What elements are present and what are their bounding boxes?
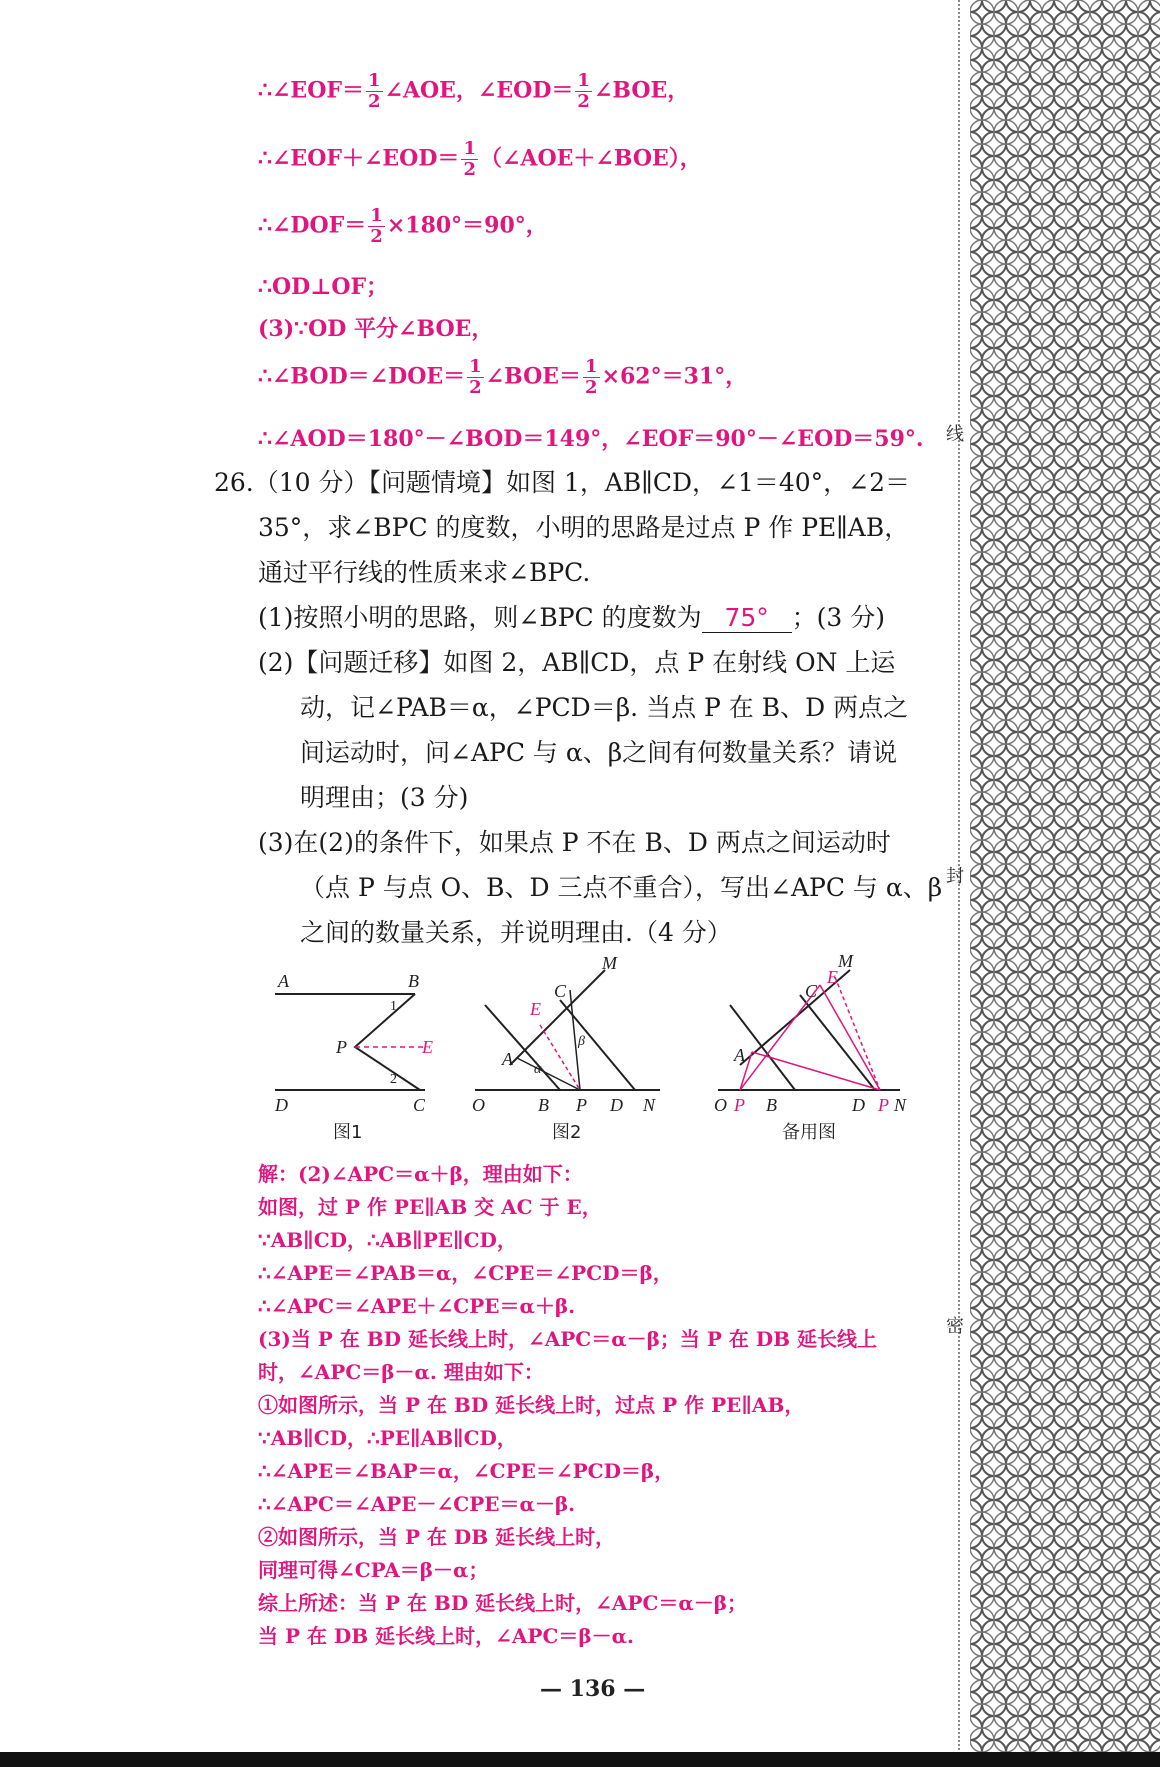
label-n: N: [643, 1095, 656, 1115]
label-a: A: [502, 1049, 513, 1069]
solution-line-7: 时，∠APC＝β－α. 理由如下：: [258, 1360, 544, 1384]
line-cd: [800, 995, 875, 1090]
question-part2-line-4: 明理由；(3 分): [300, 783, 469, 812]
label-m: M: [602, 955, 617, 973]
label-d: D: [610, 1095, 623, 1115]
label-c: C: [554, 981, 567, 1001]
label-o: O: [714, 1095, 727, 1115]
fraction: $\frac{1}{2}$: [370, 205, 383, 247]
line-pe: [835, 977, 880, 1090]
question-line-2: 35°，求∠BPC 的度数，小明的思路是过点 P 作 PE∥AB，: [258, 513, 910, 542]
figure-2-caption: 图2: [552, 1122, 582, 1143]
answer-blank: 75°: [702, 603, 792, 633]
answer-line-2: ∴∠EOF＋∠EOD＝ $\frac{1}{2}$ （∠AOE＋∠BOE），: [258, 138, 702, 180]
question-part3-line-3: 之间的数量关系，并说明理由.（4 分）: [300, 918, 732, 947]
line-ab: [485, 1005, 560, 1090]
fraction: $\frac{1}{2}$: [469, 356, 482, 398]
solution-line-3: ∵AB∥CD，∴AB∥PE∥CD，: [258, 1228, 517, 1252]
fraction: $\frac{1}{2}$: [367, 70, 381, 112]
label-b: B: [766, 1095, 777, 1115]
margin-char-feng: 封: [946, 866, 964, 887]
question-line-1: 26.（10 分）【问题情境】如图 1，AB∥CD，∠1＝40°，∠2＝: [214, 468, 911, 497]
figure-1: [274, 971, 433, 1115]
label-p: P: [336, 1037, 347, 1057]
question-part2-line-1: (2)【问题迁移】如图 2，AB∥CD，点 P 在射线 ON 上运: [258, 648, 896, 677]
page-number: — 136 —: [540, 1676, 646, 1702]
solution-line-8: ①如图所示，当 P 在 BD 延长线上时，过点 P 作 PE∥AB，: [258, 1393, 805, 1417]
label-angle-2: 2: [390, 1072, 397, 1087]
figure-1-caption: 图1: [333, 1122, 363, 1143]
question-part2-line-3: 间运动时，问∠APC 与 α、β之间有何数量关系？请说: [300, 738, 898, 767]
solution-line-5: ∴∠APC＝∠APE＋∠CPE＝α＋β.: [258, 1294, 576, 1318]
label-d: D: [852, 1095, 865, 1115]
answer-line-7: ∴∠AOD＝180°－∠BOD＝149°，∠EOF＝90°－∠EOD＝59°.: [258, 426, 924, 452]
margin-char-mi: 密: [946, 1316, 964, 1337]
label-angle-1: 1: [390, 999, 397, 1014]
label-b: B: [538, 1095, 549, 1115]
label-c: C: [805, 981, 818, 1001]
label-p1: P: [734, 1095, 745, 1115]
label-a: A: [278, 971, 289, 991]
solution-line-10: ∴∠APE＝∠BAP＝α，∠CPE＝∠PCD＝β，: [258, 1459, 675, 1483]
solution-line-1: 解：(2)∠APC＝α＋β，理由如下：: [258, 1162, 583, 1186]
solution-line-4: ∴∠APE＝∠PAB＝α，∠CPE＝∠PCD＝β，: [258, 1261, 673, 1285]
label-e: E: [530, 999, 541, 1019]
label-d: D: [275, 1095, 288, 1115]
answer-line-1: ∴∠EOF＝ $\frac{1}{2}$ ∠AOE，∠EOD＝ $\frac{1}{2}$ ∠BOE，: [258, 70, 690, 112]
solution-line-11: ∴∠APC＝∠APE－∠CPE＝α－β.: [258, 1492, 576, 1516]
fraction: $\frac{1}{2}$: [577, 70, 590, 112]
label-c: C: [413, 1095, 426, 1115]
label-p2: P: [878, 1095, 889, 1115]
figure-3: [714, 955, 907, 1115]
bottom-bar: [0, 1752, 1160, 1767]
question-part2-line-2: 动，记∠PAB＝α，∠PCD＝β. 当点 P 在 B、D 两点之: [300, 693, 909, 722]
solution-line-9: ∵AB∥CD，∴PE∥AB∥CD，: [258, 1426, 517, 1450]
solution-line-12: ②如图所示，当 P 在 DB 延长线上时，: [258, 1525, 616, 1549]
label-a: A: [734, 1045, 745, 1065]
line-bpc: [355, 994, 420, 1090]
label-o: O: [472, 1095, 485, 1115]
solution-line-13: 同理可得∠CPA＝β－α；: [258, 1558, 489, 1582]
decorative-pattern-sidebar: [970, 0, 1160, 1767]
figure-2: [472, 955, 660, 1115]
label-b: B: [408, 971, 419, 991]
fraction: $\frac{1}{2}$: [585, 356, 598, 398]
question-line-3: 通过平行线的性质来求∠BPC.: [258, 558, 591, 587]
label-n: N: [894, 1095, 907, 1115]
line-cd: [560, 1000, 635, 1090]
answer-line-3: ∴∠DOF＝ $\frac{1}{2}$ ×180°＝90°，: [258, 205, 548, 247]
label-alpha: α: [534, 1062, 542, 1077]
question-part3-line-2: （点 P 与点 O、B、D 三点不重合），写出∠APC 与 α、β: [300, 873, 943, 902]
label-e: E: [422, 1037, 433, 1057]
label-m: M: [838, 955, 853, 971]
label-e: E: [827, 967, 838, 987]
label-beta: β: [578, 1034, 585, 1049]
solution-line-14: 综上所述：当 P 在 BD 延长线上时，∠APC＝α－β；: [258, 1591, 748, 1615]
fraction: $\frac{1}{2}$: [463, 138, 476, 180]
question-part3-line-1: (3)在(2)的条件下，如果点 P 不在 B、D 两点之间运动时: [258, 828, 891, 857]
label-p: P: [576, 1095, 587, 1115]
question-part1: (1)按照小明的思路，则∠BPC 的度数为 75° ；(3 分): [258, 603, 886, 632]
margin-char-xian: 线: [946, 424, 964, 445]
figure-3-caption: 备用图: [782, 1122, 836, 1143]
solution-line-6: (3)当 P 在 BD 延长线上时，∠APC＝α－β；当 P 在 DB 延长线上: [258, 1327, 878, 1351]
answer-line-6: ∴∠BOD＝∠DOE＝ $\frac{1}{2}$ ∠BOE＝ $\frac{1}{2}$ ×62°＝31°，: [258, 356, 748, 398]
solution-line-15: 当 P 在 DB 延长线上时，∠APC＝β－α.: [258, 1624, 635, 1648]
answer-line-4: ∴OD⊥OF；: [258, 274, 389, 300]
solution-line-2: 如图，过 P 作 PE∥AB 交 AC 于 E，: [258, 1195, 602, 1219]
answer-line-5: (3)∵OD 平分∠BOE，: [258, 316, 494, 342]
